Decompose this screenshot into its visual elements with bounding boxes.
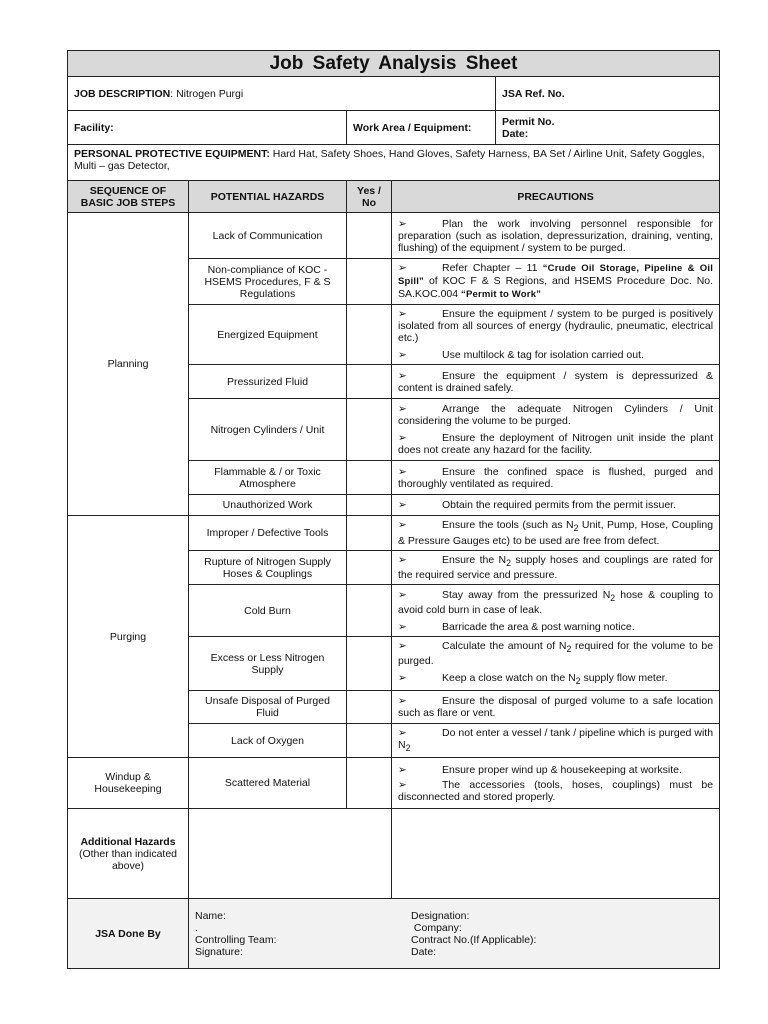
- step-windup-line1: Windup &: [105, 771, 151, 784]
- col-header-yes-no-line2: No: [362, 196, 376, 209]
- jsa-done-by-label: JSA Done By: [68, 899, 189, 969]
- yes-no-cell: [347, 758, 392, 809]
- precaution-cell: [392, 461, 720, 495]
- precaution-text: Stay away from the pressurized N: [442, 588, 611, 601]
- footer-date-label: Date:: [411, 945, 437, 958]
- job-description-cell: [68, 77, 496, 111]
- bullet-arrow-icon: ➢: [398, 620, 407, 633]
- jsa-sheet: [67, 50, 720, 969]
- step-planning: Planning: [68, 213, 189, 516]
- precaution-cell: [392, 495, 720, 516]
- company-label: Company:: [411, 921, 462, 934]
- hazard-cell: Nitrogen Cylinders / Unit: [189, 399, 347, 461]
- precaution-text: Ensure proper wind up & housekeeping at worksite.: [442, 763, 682, 776]
- contract-label: Contract No.(If Applicable):: [411, 933, 537, 946]
- facility-label: Facility:: [68, 111, 347, 145]
- signature-label: Signature:: [195, 945, 243, 958]
- additional-hazards-sub1: (Other than indicated: [78, 847, 178, 860]
- col-header-yes-no-line1: Yes /: [357, 184, 381, 197]
- footer-row: [68, 899, 720, 969]
- additional-hazards-sub2: above): [111, 859, 145, 872]
- precaution-text: Ensure the deployment of Nitrogen unit inside the plant does not create any hazard for the facility.: [398, 432, 714, 456]
- precaution-text: Calculate the amount of N: [442, 640, 567, 653]
- yes-no-cell: [347, 495, 392, 516]
- precaution-cell: [392, 637, 720, 691]
- precaution-text: supply hoses and couplings are rated for the required service and pressure.: [398, 554, 714, 582]
- designation-label: Designation:: [411, 909, 470, 922]
- yes-no-cell: [347, 365, 392, 399]
- precaution-cell: [392, 758, 720, 809]
- additional-hazards-label-cell: [68, 809, 189, 899]
- hazard-cell: Pressurized Fluid: [189, 365, 347, 399]
- yes-no-cell: [347, 551, 392, 585]
- yes-no-cell: [347, 259, 392, 305]
- precaution-reference: “Permit to Work”: [461, 289, 542, 300]
- hazard-cell: Non-compliance of KOC - HSEMS Procedures, F & S Regulations: [189, 259, 347, 305]
- hazard-cell: Cold Burn: [189, 585, 347, 637]
- precaution-text: Plan the work involving personnel responsible for preparation (such as isolation, depressurization, draining, venting, flushing) of the equipment / system to be purged.: [398, 217, 714, 254]
- dot-mark: .: [195, 921, 198, 934]
- yes-no-cell: [347, 399, 392, 461]
- precaution-cell: [392, 213, 720, 259]
- jsa-ref-label: JSA Ref. No.: [496, 77, 720, 111]
- precaution-cell: [392, 724, 720, 758]
- precaution-text: Ensure the N: [442, 554, 507, 566]
- subscript: 2: [405, 743, 411, 754]
- bullet-arrow-icon: ➢: [398, 349, 407, 361]
- additional-hazards-entry[interactable]: [189, 809, 392, 899]
- precaution-text: Ensure the equipment / system is depressurized & content is drained safely.: [398, 369, 714, 394]
- precaution-text: Do not enter a vessel / tank / pipeline which is purged with N: [398, 727, 714, 752]
- subscript: 2: [506, 558, 512, 569]
- precaution-text: of KOC F & S Regions, and HSEMS Procedure Doc. No. SA.KOC.004: [398, 275, 714, 300]
- bullet-arrow-icon: ➢: [398, 695, 407, 708]
- subscript: 2: [566, 644, 572, 655]
- bullet-arrow-icon: ➢: [398, 554, 407, 566]
- col-header-sequence-line1: SEQUENCE OF: [89, 184, 167, 197]
- precaution-cell: [392, 305, 720, 365]
- table-row: [68, 213, 720, 259]
- subscript: 2: [575, 676, 581, 687]
- precaution-cell: [392, 516, 720, 551]
- table-row: [68, 758, 720, 809]
- hazard-cell: Flammable & / or Toxic Atmosphere: [189, 461, 347, 495]
- bullet-arrow-icon: ➢: [398, 727, 407, 740]
- precaution-text: Obtain the required permits from the permit issuer.: [442, 499, 677, 511]
- bullet-arrow-icon: ➢: [398, 672, 407, 685]
- date-label: Date:: [502, 127, 529, 140]
- precaution-text: The accessories (tools, hoses, couplings) must be disconnected and stored properly.: [398, 778, 714, 803]
- subscript: 2: [573, 523, 579, 534]
- hazard-cell: Scattered Material: [189, 758, 347, 809]
- bullet-arrow-icon: ➢: [398, 763, 407, 776]
- bullet-arrow-icon: ➢: [398, 308, 407, 320]
- precaution-text: required for the volume to be purged.: [398, 640, 714, 668]
- job-description-value: : Nitrogen Purgi: [170, 87, 244, 100]
- hazard-cell: Rupture of Nitrogen Supply Hoses & Couplings: [189, 551, 347, 585]
- bullet-arrow-icon: ➢: [398, 262, 407, 274]
- precaution-text: Ensure the equipment / system to be purged is positively isolated from all sources of energy (hydraulic, pneumatic, electrical etc.): [398, 308, 714, 344]
- step-windup-line2: Housekeeping: [94, 783, 162, 796]
- hazard-cell: Unsafe Disposal of Purged Fluid: [189, 691, 347, 724]
- bullet-arrow-icon: ➢: [398, 519, 407, 532]
- ppe-label: PERSONAL PROTECTIVE EQUIPMENT:: [74, 148, 270, 160]
- bullet-arrow-icon: ➢: [398, 588, 407, 601]
- permit-label: Permit No.: [502, 115, 555, 128]
- table-row: [68, 516, 720, 551]
- bullet-arrow-icon: ➢: [398, 217, 407, 230]
- precaution-text: supply flow meter.: [580, 672, 668, 685]
- precaution-reference: “Crude Oil Storage, Pipeline & Oil Spill”: [398, 263, 714, 287]
- work-area-label: Work Area / Equipment:: [347, 111, 496, 145]
- job-description-label: JOB DESCRIPTION: [74, 87, 171, 100]
- yes-no-cell: [347, 516, 392, 551]
- col-header-sequence: [68, 181, 189, 213]
- precaution-text: Arrange the adequate Nitrogen Cylinders / Unit considering the volume to be purged.: [398, 403, 714, 427]
- jsa-done-by-details: [189, 899, 720, 969]
- yes-no-cell: [347, 637, 392, 691]
- yes-no-cell: [347, 724, 392, 758]
- precaution-cell: [392, 259, 720, 305]
- sheet-title: Job Safety Analysis Sheet: [68, 51, 720, 77]
- precaution-cell: [392, 585, 720, 637]
- precaution-cell: [392, 365, 720, 399]
- yes-no-cell: [347, 461, 392, 495]
- permit-date-cell: [496, 111, 720, 145]
- bullet-arrow-icon: ➢: [398, 432, 407, 444]
- hazard-cell: Unauthorized Work: [189, 495, 347, 516]
- bullet-arrow-icon: ➢: [398, 499, 407, 511]
- hazard-cell: Excess or Less Nitrogen Supply: [189, 637, 347, 691]
- yes-no-cell: [347, 585, 392, 637]
- col-header-precautions: PRECAUTIONS: [392, 181, 720, 213]
- controlling-team-label: Controlling Team:: [195, 933, 277, 946]
- col-header-sequence-line2: BASIC JOB STEPS: [80, 196, 176, 209]
- precaution-text: Ensure the confined space is flushed, purged and thoroughly ventilated as required.: [398, 465, 714, 490]
- step-windup: [68, 758, 189, 809]
- precaution-text: Barricade the area & post warning notice.: [442, 620, 635, 633]
- precaution-text: Use multilock & tag for isolation carried out.: [442, 349, 644, 361]
- col-header-hazards: POTENTIAL HAZARDS: [189, 181, 347, 213]
- name-label: Name:: [195, 909, 226, 922]
- bullet-arrow-icon: ➢: [398, 778, 407, 791]
- yes-no-cell: [347, 691, 392, 724]
- precaution-cell: [392, 691, 720, 724]
- subscript: 2: [610, 592, 616, 603]
- yes-no-cell: [347, 305, 392, 365]
- step-purging: Purging: [68, 516, 189, 758]
- additional-hazards-row: [68, 809, 720, 899]
- additional-hazards-label: Additional Hazards: [80, 835, 176, 848]
- precaution-cell: [392, 551, 720, 585]
- precaution-text: hose & coupling to avoid cold burn in case of leak.: [398, 588, 714, 616]
- bullet-arrow-icon: ➢: [398, 640, 407, 653]
- precaution-text: Ensure the disposal of purged volume to a safe location such as flare or vent.: [398, 695, 714, 720]
- additional-precautions-entry[interactable]: [392, 809, 720, 899]
- bullet-arrow-icon: ➢: [398, 369, 407, 382]
- bullet-arrow-icon: ➢: [398, 465, 407, 478]
- bullet-arrow-icon: ➢: [398, 403, 407, 415]
- precaution-cell: [392, 399, 720, 461]
- hazard-cell: Energized Equipment: [189, 305, 347, 365]
- hazard-cell: Lack of Communication: [189, 213, 347, 259]
- ppe-cell: [68, 145, 720, 181]
- col-header-yes-no: [347, 181, 392, 213]
- precaution-text: Refer Chapter – 11: [442, 262, 543, 274]
- yes-no-cell: [347, 213, 392, 259]
- hazard-cell: Lack of Oxygen: [189, 724, 347, 758]
- precaution-text: Keep a close watch on the N: [442, 672, 576, 685]
- precaution-text: Unit, Pump, Hose, Coupling & Pressure Gauges etc) to be used are free from defect.: [398, 519, 714, 547]
- precaution-text: Ensure the tools (such as N: [442, 519, 574, 532]
- ppe-value: Hard Hat, Safety Shoes, Hand Gloves, Safety Harness, BA Set / Airline Unit, Safety Goggles, Multi – gas Detector,: [74, 148, 705, 172]
- hazard-cell: Improper / Defective Tools: [189, 516, 347, 551]
